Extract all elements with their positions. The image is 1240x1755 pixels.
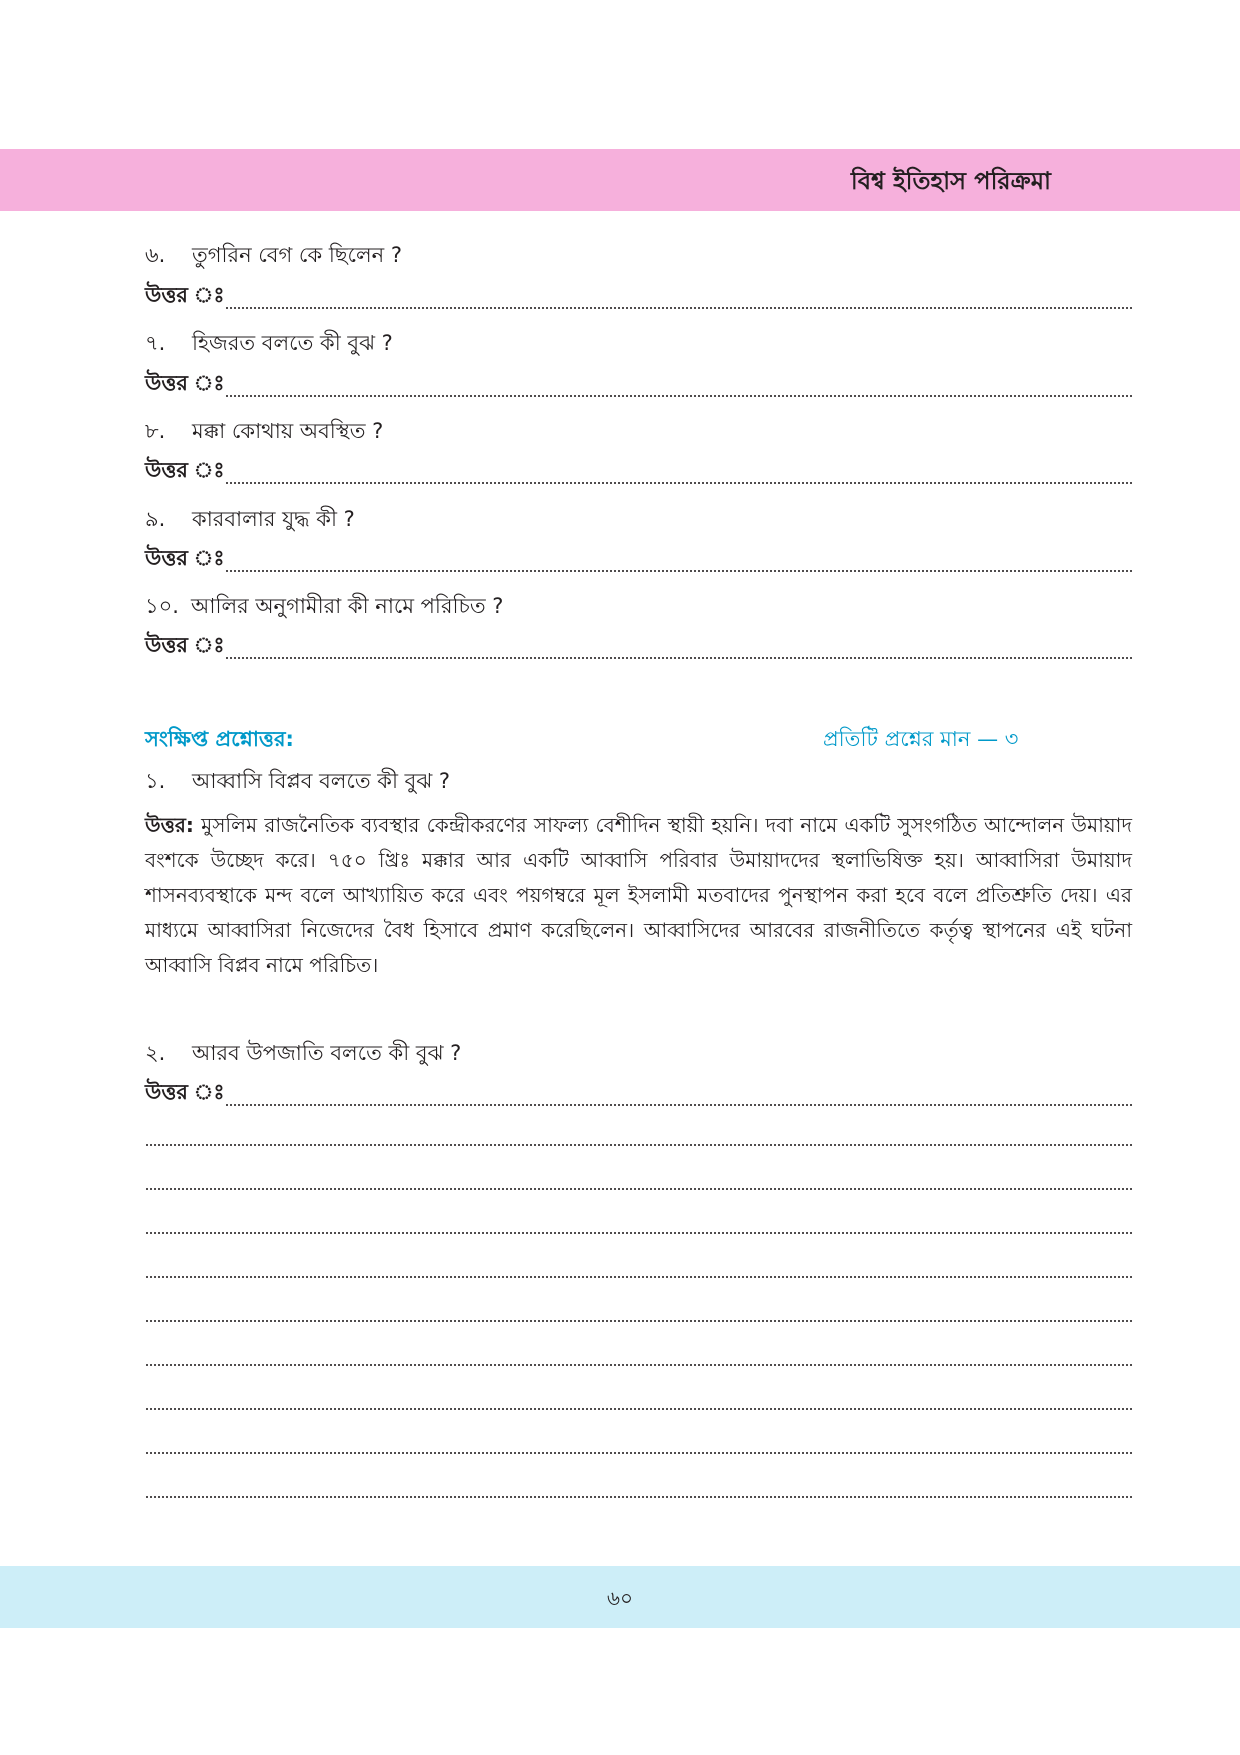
blank-answer-line[interactable]	[145, 1320, 1132, 1322]
question-number: ১০.	[145, 594, 179, 618]
answer-line-7[interactable]	[145, 371, 1132, 402]
dotted-line	[225, 482, 1132, 484]
question-6	[145, 241, 402, 269]
answer-label: উত্তর ঃ	[145, 283, 225, 307]
question-number: ৬.	[145, 243, 166, 267]
answer-paragraph	[145, 808, 1132, 983]
question-number: ১.	[145, 769, 166, 793]
question-text: মক্কা কোথায় অবস্থিত ?	[192, 419, 384, 443]
blank-answer-line[interactable]	[145, 1188, 1132, 1190]
page-number: ৬০	[606, 1586, 633, 1610]
dotted-line	[225, 1104, 1132, 1106]
answer-label: উত্তর ঃ	[145, 458, 225, 482]
answer-line-6[interactable]	[145, 283, 1132, 314]
short-question-2	[145, 1039, 461, 1067]
question-number: ৮.	[145, 419, 166, 443]
blank-answer-line[interactable]	[145, 1452, 1132, 1454]
dotted-line	[225, 657, 1132, 659]
dotted-line	[225, 307, 1132, 309]
question-8	[145, 417, 383, 445]
question-text: আরব উপজাতি বলতে কী বুঝ ?	[192, 1041, 462, 1065]
question-number: ৭.	[145, 331, 166, 355]
answer-line-short-2[interactable]	[145, 1080, 1132, 1111]
question-9	[145, 505, 355, 533]
answer-label: উত্তর ঃ	[145, 371, 225, 395]
answer-text: মুসলিম রাজনৈতিক ব্যবস্থার কেন্দ্রীকরণের সাফল্য বেশীদিন স্থায়ী হয়নি। দবা নামে একটি সুসংগঠিত আন্দোলন উমায়াদ বংশকে উচ্ছেদ করে। ৭৫০ খ্রিঃ মক্কার আর একটি আব্বাসি পরিবার উমায়াদদের স্থলাভিষিক্ত হয়। আব্বাসিরা উমায়াদ শাসনব্যবস্থাকে মন্দ বলে আখ্যায়িত করে এবং পয়গম্বরে মূল ইসলামী মতবাদের পুনস্থাপন করা হবে বলে প্রতিশ্রুতি দেয়। এর মাধ্যমে আব্বাসিরা নিজেদের বৈধ হিসাবে প্রমাণ করেছিলেন। আব্বাসিদের আরবের রাজনীতিতে কর্তৃত্ব স্থাপনের এই ঘটনা আব্বাসি বিপ্লব নামে পরিচিত।	[145, 813, 1132, 977]
answer-line-10[interactable]	[145, 633, 1132, 664]
question-7	[145, 329, 393, 357]
book-title: বিশ্ব ইতিহাস পরিক্রমা	[850, 167, 1051, 195]
answer-label: উত্তর ঃ	[145, 633, 225, 657]
section-marks: প্রতিটি প্রশ্নের মান — ৩	[823, 727, 1019, 751]
question-10	[145, 592, 503, 620]
section-title: সংক্ষিপ্ত প্রশ্নোত্তর:	[145, 727, 294, 751]
question-text: আলির অনুগামীরা কী নামে পরিচিত ?	[190, 594, 504, 618]
question-number: ৯.	[145, 507, 166, 531]
question-number: ২.	[145, 1041, 166, 1065]
dotted-line	[225, 570, 1132, 572]
blank-answer-line[interactable]	[145, 1408, 1132, 1410]
answer-line-8[interactable]	[145, 458, 1132, 489]
blank-answer-line[interactable]	[145, 1364, 1132, 1366]
header-band	[0, 149, 1240, 211]
dotted-line	[225, 395, 1132, 397]
blank-answer-line[interactable]	[145, 1232, 1132, 1234]
answer-label: উত্তর ঃ	[145, 1080, 225, 1104]
blank-answer-line[interactable]	[145, 1144, 1132, 1146]
question-text: হিজরত বলতে কী বুঝ ?	[192, 331, 393, 355]
question-text: আব্বাসি বিপ্লব বলতে কী বুঝ ?	[192, 769, 451, 793]
short-question-1	[145, 767, 450, 795]
question-text: কারবালার যুদ্ধ কী ?	[192, 507, 355, 531]
blank-answer-line[interactable]	[145, 1496, 1132, 1498]
answer-line-9[interactable]	[145, 546, 1132, 577]
answer-label: উত্তর:	[145, 813, 194, 837]
question-text: তুগরিন বেগ কে ছিলেন ?	[192, 243, 402, 267]
footer-band	[0, 1566, 1240, 1628]
blank-answer-line[interactable]	[145, 1276, 1132, 1278]
answer-label: উত্তর ঃ	[145, 546, 225, 570]
